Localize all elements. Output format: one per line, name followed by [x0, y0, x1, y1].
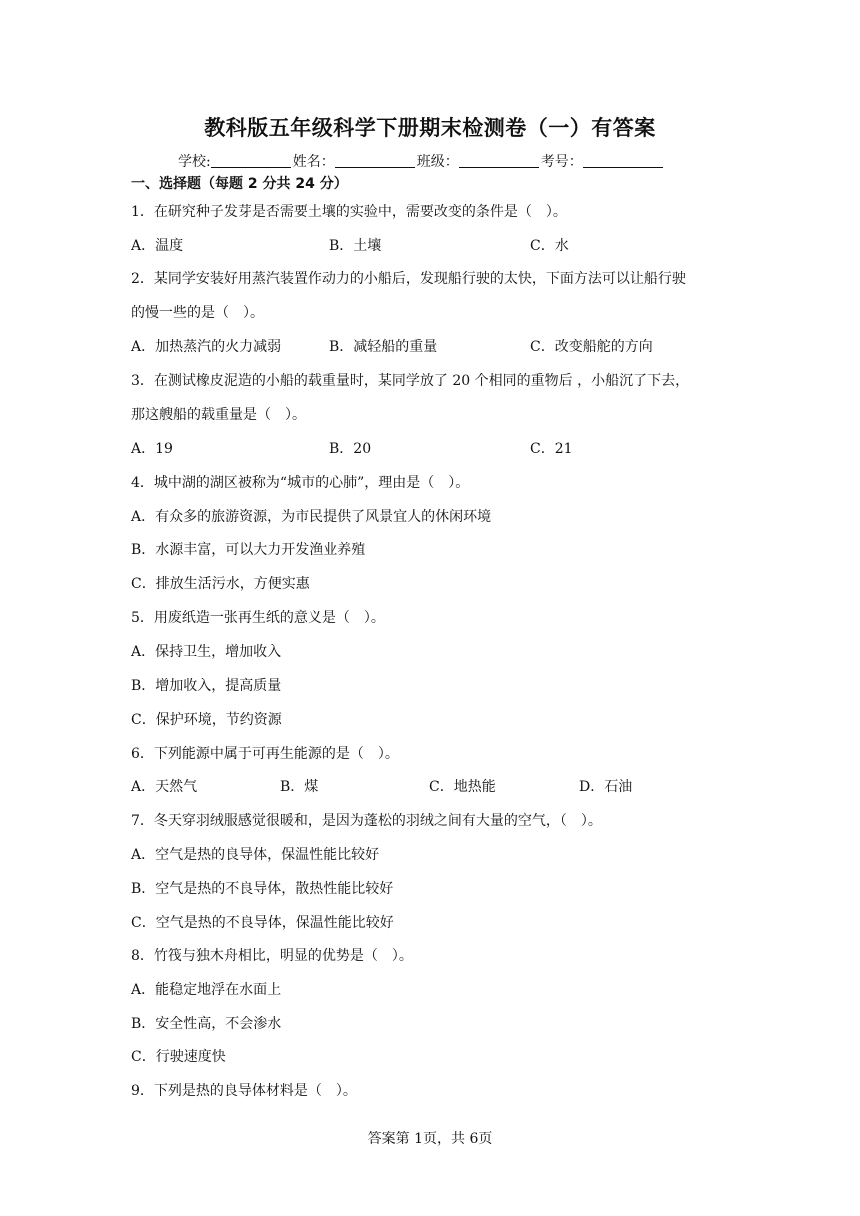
option-c: C．改变船舵的方向 — [530, 339, 653, 355]
option-a: A．加热蒸汽的火力减弱 — [131, 339, 282, 355]
question-8: 8．竹筏与独木舟相比，明显的优势是（ ）。 — [131, 948, 413, 964]
name-blank[interactable] — [335, 153, 415, 168]
question-5-option-a: A．保持卫生，增加收入 — [131, 644, 282, 660]
option-c: C．21 — [530, 441, 573, 457]
question-7-option-b: B．空气是热的不良导体，散热性能比较好 — [131, 881, 394, 897]
class-blank[interactable] — [459, 153, 539, 168]
question-8-option-c: C．行驶速度快 — [131, 1049, 226, 1065]
question-8-option-b: B．安全性高，不会渗水 — [131, 1016, 282, 1032]
question-7-option-a: A．空气是热的良导体，保温性能比较好 — [131, 847, 380, 863]
option-a: A．19 — [131, 441, 173, 457]
page-title: 教科版五年级科学下册期末检测卷（一）有答案 — [204, 116, 656, 140]
question-4-option-c: C．排放生活污水，方便实惠 — [131, 576, 310, 592]
school-label: 学校: — [178, 154, 211, 170]
question-7: 7．冬天穿羽绒服感觉很暖和，是因为蓬松的羽绒之间有大量的空气，（ ）。 — [131, 813, 602, 829]
option-c: C．地热能 — [429, 779, 496, 795]
option-b: B．土壤 — [329, 238, 382, 254]
option-d: D．石油 — [579, 779, 633, 795]
question-9: 9．下列是热的良导体材料是（ ）。 — [131, 1083, 357, 1099]
school-blank[interactable] — [211, 153, 291, 168]
student-info-line — [178, 151, 665, 171]
page-footer: 答案第 1页，共 6页 — [367, 1131, 493, 1147]
name-label: 姓名： — [292, 154, 335, 170]
question-3-line-2: 那这艘船的载重量是（ ）。 — [131, 407, 306, 423]
question-4-option-a: A．有众多的旅游资源，为市民提供了风景宜人的休闲环境 — [131, 509, 492, 525]
exam-no-blank[interactable] — [583, 153, 663, 168]
question-4-option-b: B．水源丰富，可以大力开发渔业养殖 — [131, 542, 366, 558]
class-label: 班级： — [416, 154, 459, 170]
question-4: 4．城中湖的湖区被称为“城市的心肺”，理由是（ ）。 — [131, 475, 470, 491]
question-2-line-2: 的慢一些的是（ ）。 — [131, 305, 264, 321]
question-5-option-c: C．保护环境，节约资源 — [131, 712, 282, 728]
question-2-line-1: 2．某同学安装好用蒸汽装置作动力的小船后，发现船行驶的太快，下面方法可以让船行驶 — [131, 271, 686, 287]
exam-no-label: 考号： — [540, 154, 583, 170]
section-heading: 一、选择题（每题 2 分共 24 分） — [131, 176, 348, 192]
question-8-option-a: A．能稳定地浮在水面上 — [131, 982, 282, 998]
question-3-line-1: 3．在测试橡皮泥造的小船的载重量时，某同学放了 20 个相同的重物后 ，小船沉了下去， — [131, 373, 690, 389]
option-a: A．天然气 — [131, 779, 198, 795]
option-b: B．煤 — [280, 779, 319, 795]
option-a: A．温度 — [131, 238, 184, 254]
question-7-option-c: C．空气是热的不良导体，保温性能比较好 — [131, 915, 394, 931]
option-b: B．20 — [329, 441, 372, 457]
question-5-option-b: B．增加收入，提高质量 — [131, 678, 282, 694]
question-1: 1．在研究种子发芽是否需要土壤的实验中，需要改变的条件是（ ）。 — [131, 204, 567, 220]
question-5: 5．用废纸造一张再生纸的意义是（ ）。 — [131, 610, 385, 626]
question-6: 6．下列能源中属于可再生能源的是（ ）。 — [131, 746, 399, 762]
option-c: C．水 — [530, 238, 569, 254]
option-b: B．减轻船的重量 — [329, 339, 438, 355]
